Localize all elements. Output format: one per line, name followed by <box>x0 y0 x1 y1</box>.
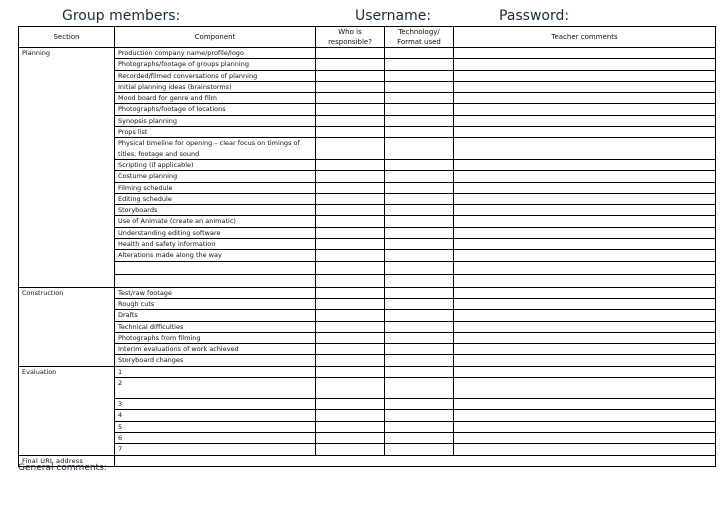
who-responsible-cell[interactable] <box>316 70 385 81</box>
table-row <box>19 366 716 377</box>
table-row <box>19 310 716 321</box>
who-responsible-cell[interactable] <box>316 127 385 138</box>
who-responsible-cell[interactable] <box>316 193 385 204</box>
table-header-row <box>19 27 716 48</box>
table-row <box>19 399 716 410</box>
technology-cell[interactable] <box>385 205 454 216</box>
final-url-input[interactable] <box>115 455 716 466</box>
technology-cell[interactable] <box>385 410 454 421</box>
component-cell: Recorded/filmed conversations of planning <box>115 70 316 81</box>
final-url-label: Final URL address <box>19 455 115 466</box>
component-cell: 6 <box>115 432 316 443</box>
technology-cell[interactable] <box>385 378 454 399</box>
teacher-comments-cell[interactable] <box>454 250 716 261</box>
table-row <box>19 81 716 92</box>
who-responsible-cell[interactable] <box>316 310 385 321</box>
teacher-comments-cell[interactable] <box>454 182 716 193</box>
teacher-comments-cell[interactable] <box>454 332 716 343</box>
table-row <box>19 193 716 204</box>
technology-cell[interactable] <box>385 344 454 355</box>
component-cell: Rough cuts <box>115 298 316 309</box>
component-cell <box>115 261 316 274</box>
who-responsible-cell[interactable] <box>316 216 385 227</box>
teacher-comments-cell[interactable] <box>454 59 716 70</box>
header <box>0 8 728 26</box>
component-cell: Drafts <box>115 310 316 321</box>
component-cell: Use of Animate (create an animatic) <box>115 216 316 227</box>
who-responsible-cell[interactable] <box>316 332 385 343</box>
table-row <box>19 355 716 366</box>
table-row <box>19 298 716 309</box>
password-label: Password: <box>499 8 570 24</box>
teacher-comments-cell[interactable] <box>454 115 716 126</box>
teacher-comments-cell[interactable] <box>454 104 716 115</box>
component-cell: 5 <box>115 421 316 432</box>
teacher-comments-cell[interactable] <box>454 298 716 309</box>
technology-cell[interactable] <box>385 239 454 250</box>
table-row <box>19 104 716 115</box>
table-row <box>19 171 716 182</box>
who-responsible-cell[interactable] <box>316 344 385 355</box>
component-cell: Photographs/footage of groups planning <box>115 59 316 70</box>
technology-cell[interactable] <box>385 399 454 410</box>
teacher-comments-cell[interactable] <box>454 421 716 432</box>
technology-cell[interactable] <box>385 193 454 204</box>
table-row <box>19 239 716 250</box>
teacher-comments-cell[interactable] <box>454 216 716 227</box>
table-row <box>19 70 716 81</box>
component-cell: Test/raw footage <box>115 287 316 298</box>
component-cell: 4 <box>115 410 316 421</box>
who-responsible-cell[interactable] <box>316 274 385 287</box>
teacher-comments-cell[interactable] <box>454 138 716 160</box>
table-row <box>19 321 716 332</box>
section-construction: Construction <box>19 287 115 366</box>
final-url-row <box>19 455 716 466</box>
table-row <box>19 115 716 126</box>
technology-cell[interactable] <box>385 274 454 287</box>
teacher-comments-cell[interactable] <box>454 239 716 250</box>
technology-cell[interactable] <box>385 355 454 366</box>
table-row <box>19 127 716 138</box>
col-component-header: Component <box>115 27 316 48</box>
general-comments-label: General comments: <box>18 463 107 473</box>
who-responsible-cell[interactable] <box>316 239 385 250</box>
teacher-comments-cell[interactable] <box>454 261 716 274</box>
technology-cell[interactable] <box>385 261 454 274</box>
group-members-label: Group members: <box>62 8 181 24</box>
teacher-comments-cell[interactable] <box>454 310 716 321</box>
component-cell: Production company name/profile/logo <box>115 48 316 59</box>
section-evaluation: Evaluation <box>19 366 115 455</box>
who-responsible-cell[interactable] <box>316 93 385 104</box>
col-section-header: Section <box>19 27 115 48</box>
teacher-comments-cell[interactable] <box>454 171 716 182</box>
technology-cell[interactable] <box>385 182 454 193</box>
component-cell: Editing schedule <box>115 193 316 204</box>
teacher-comments-cell[interactable] <box>454 321 716 332</box>
who-responsible-cell[interactable] <box>316 159 385 170</box>
technology-cell[interactable] <box>385 59 454 70</box>
table-row <box>19 378 716 399</box>
table-row <box>19 287 716 298</box>
table-body <box>19 48 716 467</box>
table-row <box>19 274 716 287</box>
who-responsible-cell[interactable] <box>316 410 385 421</box>
component-cell: Filming schedule <box>115 182 316 193</box>
component-cell: 7 <box>115 444 316 455</box>
teacher-comments-cell[interactable] <box>454 93 716 104</box>
teacher-comments-cell[interactable] <box>454 378 716 399</box>
teacher-comments-cell[interactable] <box>454 432 716 443</box>
section-planning: Planning <box>19 48 115 288</box>
col-tech-header: Technology/ Format used <box>385 27 454 48</box>
table-row <box>19 59 716 70</box>
technology-cell[interactable] <box>385 93 454 104</box>
technology-cell[interactable] <box>385 287 454 298</box>
who-responsible-cell[interactable] <box>316 227 385 238</box>
who-responsible-cell[interactable] <box>316 355 385 366</box>
who-responsible-cell[interactable] <box>316 321 385 332</box>
component-cell: Props list <box>115 127 316 138</box>
who-responsible-cell[interactable] <box>316 48 385 59</box>
component-cell: 3 <box>115 399 316 410</box>
technology-cell[interactable] <box>385 444 454 455</box>
technology-cell[interactable] <box>385 298 454 309</box>
who-responsible-cell[interactable] <box>316 298 385 309</box>
technology-cell[interactable] <box>385 332 454 343</box>
who-responsible-cell[interactable] <box>316 138 385 160</box>
technology-cell[interactable] <box>385 250 454 261</box>
teacher-comments-cell[interactable] <box>454 159 716 170</box>
teacher-comments-cell[interactable] <box>454 227 716 238</box>
table-row <box>19 421 716 432</box>
teacher-comments-cell[interactable] <box>454 274 716 287</box>
technology-cell[interactable] <box>385 104 454 115</box>
teacher-comments-cell[interactable] <box>454 355 716 366</box>
who-responsible-cell[interactable] <box>316 287 385 298</box>
col-who-header: Who is responsible? <box>316 27 385 48</box>
teacher-comments-cell[interactable] <box>454 48 716 59</box>
table-row <box>19 182 716 193</box>
who-responsible-cell[interactable] <box>316 81 385 92</box>
component-cell: 2 <box>115 378 316 399</box>
technology-cell[interactable] <box>385 432 454 443</box>
table-row <box>19 344 716 355</box>
who-responsible-cell[interactable] <box>316 171 385 182</box>
component-cell <box>115 274 316 287</box>
component-cell: Understanding editing software <box>115 227 316 238</box>
who-responsible-cell[interactable] <box>316 59 385 70</box>
teacher-comments-cell[interactable] <box>454 70 716 81</box>
technology-cell[interactable] <box>385 421 454 432</box>
component-cell: Costume planning <box>115 171 316 182</box>
table-row <box>19 261 716 274</box>
component-cell: Interim evaluations of work achieved <box>115 344 316 355</box>
teacher-comments-cell[interactable] <box>454 366 716 377</box>
who-responsible-cell[interactable] <box>316 261 385 274</box>
teacher-comments-cell[interactable] <box>454 287 716 298</box>
teacher-comments-cell[interactable] <box>454 399 716 410</box>
table-row <box>19 444 716 455</box>
table-row <box>19 48 716 59</box>
username-label: Username: <box>355 8 432 24</box>
technology-cell[interactable] <box>385 127 454 138</box>
teacher-comments-cell[interactable] <box>454 81 716 92</box>
technology-cell[interactable] <box>385 159 454 170</box>
component-cell: Scripting (if applicable) <box>115 159 316 170</box>
table-row <box>19 138 716 160</box>
who-responsible-cell[interactable] <box>316 104 385 115</box>
who-responsible-cell[interactable] <box>316 250 385 261</box>
who-responsible-cell[interactable] <box>316 205 385 216</box>
teacher-comments-cell[interactable] <box>454 410 716 421</box>
col-comments-header: Teacher comments <box>454 27 716 48</box>
technology-cell[interactable] <box>385 216 454 227</box>
who-responsible-cell[interactable] <box>316 444 385 455</box>
technology-cell[interactable] <box>385 115 454 126</box>
component-cell: Storyboards <box>115 205 316 216</box>
component-cell: Photographs from filming <box>115 332 316 343</box>
teacher-comments-cell[interactable] <box>454 193 716 204</box>
technology-cell[interactable] <box>385 227 454 238</box>
who-responsible-cell[interactable] <box>316 421 385 432</box>
teacher-comments-cell[interactable] <box>454 444 716 455</box>
who-responsible-cell[interactable] <box>316 378 385 399</box>
table-row <box>19 205 716 216</box>
component-cell: 1 <box>115 366 316 377</box>
teacher-comments-cell[interactable] <box>454 127 716 138</box>
teacher-comments-cell[interactable] <box>454 205 716 216</box>
technology-cell[interactable] <box>385 70 454 81</box>
technology-cell[interactable] <box>385 321 454 332</box>
who-responsible-cell[interactable] <box>316 432 385 443</box>
component-cell: Storyboard changes <box>115 355 316 366</box>
table-row <box>19 332 716 343</box>
table-row <box>19 159 716 170</box>
who-responsible-cell[interactable] <box>316 399 385 410</box>
component-cell: Synopsis planning <box>115 115 316 126</box>
component-cell: Technical difficulties <box>115 321 316 332</box>
table-row <box>19 410 716 421</box>
component-cell: Physical timeline for opening – clear focus on timings of titles, footage and sound <box>115 138 316 160</box>
table-row <box>19 227 716 238</box>
technology-cell[interactable] <box>385 138 454 160</box>
technology-cell[interactable] <box>385 310 454 321</box>
table-row <box>19 432 716 443</box>
table-row <box>19 216 716 227</box>
component-cell: Mood board for genre and film <box>115 93 316 104</box>
table-row <box>19 250 716 261</box>
technology-cell[interactable] <box>385 48 454 59</box>
component-cell: Initial planning ideas (brainstorms) <box>115 81 316 92</box>
component-cell: Photographs/footage of locations <box>115 104 316 115</box>
technology-cell[interactable] <box>385 81 454 92</box>
who-responsible-cell[interactable] <box>316 182 385 193</box>
table-row <box>19 93 716 104</box>
teacher-comments-cell[interactable] <box>454 344 716 355</box>
who-responsible-cell[interactable] <box>316 366 385 377</box>
component-cell: Alterations made along the way <box>115 250 316 261</box>
technology-cell[interactable] <box>385 366 454 377</box>
planning-table <box>18 26 716 467</box>
technology-cell[interactable] <box>385 171 454 182</box>
component-cell: Health and safety information <box>115 239 316 250</box>
who-responsible-cell[interactable] <box>316 115 385 126</box>
